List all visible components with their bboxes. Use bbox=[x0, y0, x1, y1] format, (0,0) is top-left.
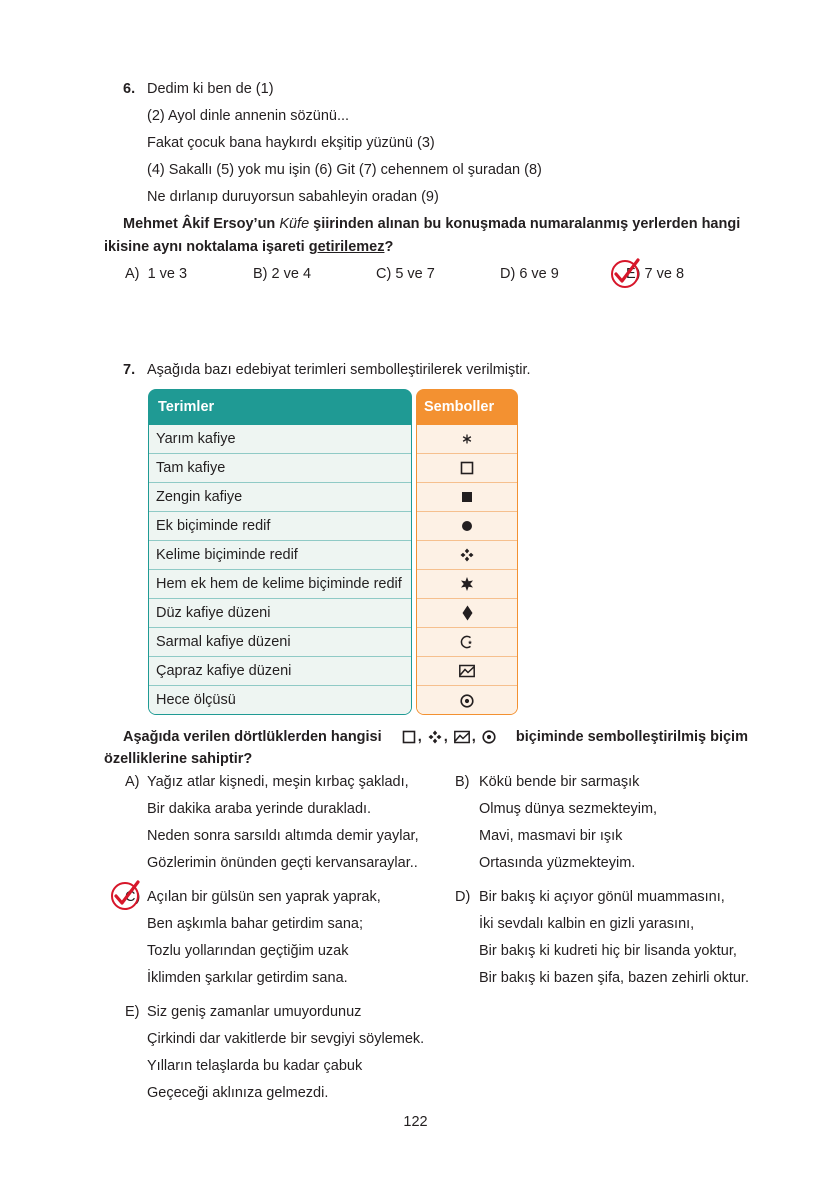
diamond-icon bbox=[417, 599, 517, 628]
envelope-icon bbox=[417, 657, 517, 686]
q7-option-d-line: Bir bakış ki açıyor gönül muammasını, bbox=[479, 889, 725, 905]
table-header-symbols: Semboller bbox=[416, 389, 518, 425]
q6-poem-line: Ne dırlanıp duruyorsun sabahleyin oradan (9) bbox=[147, 189, 439, 205]
table-row: Kelime biçiminde redif bbox=[149, 541, 411, 570]
q7-option-d-line: İki sevdalı kalbin en gizli yarasını, bbox=[479, 916, 695, 932]
symbols-column bbox=[416, 425, 518, 715]
table-row: Hem ek hem de kelime biçiminde redif bbox=[149, 570, 411, 599]
q7-option-d-line: Bir bakış ki kudreti hiç bir lisanda yoktur, bbox=[479, 943, 737, 959]
four-diamonds-icon bbox=[417, 541, 517, 570]
table-header-terms: Terimler bbox=[148, 389, 412, 425]
table-row: Sarmal kafiye düzeni bbox=[149, 628, 411, 657]
four-diamonds-icon bbox=[428, 730, 442, 744]
q6-option-c[interactable]: C) 5 ve 7 bbox=[376, 266, 435, 282]
q6-poem-line: Fakat çocuk bana haykırdı ekşitip yüzünü (3) bbox=[147, 135, 435, 151]
q7-option-b-line: Mavi, masmavi bir ışık bbox=[479, 828, 623, 844]
envelope-icon bbox=[454, 730, 470, 744]
q7-option-d-letter[interactable]: D) bbox=[455, 889, 471, 905]
emphasis-underline: getirilemez bbox=[308, 239, 385, 255]
q7-option-b-line: Kökü bende bir sarmaşık bbox=[479, 774, 640, 790]
answer-check-icon bbox=[111, 882, 139, 910]
q7-option-a-line: Bir dakika araba yerinde durakladı. bbox=[147, 801, 372, 817]
q7-option-b-letter[interactable]: B) bbox=[455, 774, 470, 790]
table-row: Tam kafiye bbox=[149, 454, 411, 483]
table-row: Çapraz kafiye düzeni bbox=[149, 657, 411, 686]
table-row: Düz kafiye düzeni bbox=[149, 599, 411, 628]
crescent-star-icon bbox=[417, 628, 517, 657]
q7-option-a-line: Yağız atlar kişnedi, meşin kırbaç şakladı, bbox=[147, 774, 409, 790]
q7-option-a-line: Gözlerimin önünden geçti kervansaraylar.. bbox=[147, 855, 418, 871]
q7-option-a-letter[interactable]: A) bbox=[125, 774, 140, 790]
q7-option-c-letter[interactable]: C) bbox=[125, 889, 141, 905]
table-row: Hece ölçüsü bbox=[149, 686, 411, 715]
six-point-star-icon bbox=[417, 570, 517, 599]
q7-intro: Aşağıda bazı edebiyat terimleri sembolleştirilerek verilmiştir. bbox=[147, 362, 531, 378]
q7-option-c-line: Ben aşkımla bahar getirdim sana; bbox=[147, 916, 363, 932]
circle-dot-icon bbox=[482, 730, 496, 744]
asterisk-icon bbox=[417, 425, 517, 454]
q6-poem-line: (2) Ayol dinle annenin sözünü... bbox=[147, 108, 350, 124]
empty-square-icon bbox=[402, 730, 416, 744]
q7-option-c-line: Tozlu yollarından geçtiğim uzak bbox=[147, 943, 349, 959]
q7-option-b-line: Ortasında yüzmekteyim. bbox=[479, 855, 636, 871]
q6-poem-line: (4) Sakallı (5) yok mu işin (6) Git (7) cehennem ol şuradan (8) bbox=[147, 162, 542, 178]
q6-option-b[interactable]: B) 2 ve 4 bbox=[253, 266, 312, 282]
q6-question-line-2: ikisine aynı noktalama işareti getirilemez? bbox=[104, 239, 394, 255]
q7-option-d-line: Bir bakış ki bazen şifa, bazen zehirli oktur. bbox=[479, 970, 749, 986]
q7-option-e-letter[interactable]: E) bbox=[125, 1004, 140, 1020]
q7-option-e-line: Çirkindi dar vakitlerde bir sevgiyi söylemek. bbox=[147, 1031, 425, 1047]
table-row: Zengin kafiye bbox=[149, 483, 411, 512]
answer-check-icon bbox=[611, 260, 639, 288]
q7-option-e-line: Geçeceği aklınıza gelmezdi. bbox=[147, 1085, 329, 1101]
table-row: Ek biçiminde redif bbox=[149, 512, 411, 541]
empty-square-icon bbox=[417, 454, 517, 483]
q6-option-d[interactable]: D) 6 ve 9 bbox=[500, 266, 559, 282]
filled-square-icon bbox=[417, 483, 517, 512]
q7-question-line-2: özelliklerine sahiptir? bbox=[104, 751, 253, 767]
q7-option-c-line: İklimden şarkılar getirdim sana. bbox=[147, 970, 348, 986]
q6-option-a[interactable]: A) 1 ve 3 bbox=[125, 266, 188, 282]
q6-poem-line: Dedim ki ben de (1) bbox=[147, 81, 274, 97]
q6-option-e[interactable]: E) 7 ve 8 bbox=[626, 266, 685, 282]
terms-column bbox=[148, 425, 412, 715]
q7-option-c-line: Açılan bir gülsün sen yaprak yaprak, bbox=[147, 889, 381, 905]
question-7-number: 7. bbox=[123, 362, 136, 378]
q7-question-line-1: Aşağıda verilen dörtlüklerden hangisi , , , biçiminde sembolleştirilmiş biçim bbox=[123, 729, 748, 745]
table-row: Yarım kafiye bbox=[149, 425, 411, 454]
q6-question-line-1: Mehmet Âkif Ersoy’un Küfe şiirinden alınan bu konuşmada numaralanmış yerlerden hangi bbox=[123, 216, 741, 232]
q7-option-e-line: Siz geniş zamanlar umuyordunuz bbox=[147, 1004, 362, 1020]
question-6-number: 6. bbox=[123, 81, 136, 97]
q7-option-a-line: Neden sonra sarsıldı altımda demir yaylar, bbox=[147, 828, 419, 844]
poem-title: Küfe bbox=[279, 216, 310, 232]
q7-option-e-line: Yılların telaşlarda bu kadar çabuk bbox=[147, 1058, 363, 1074]
page-number: 122 bbox=[403, 1114, 428, 1130]
q7-option-b-line: Olmuş dünya sezmekteyim, bbox=[479, 801, 658, 817]
circle-dot-icon bbox=[417, 686, 517, 715]
filled-circle-icon bbox=[417, 512, 517, 541]
